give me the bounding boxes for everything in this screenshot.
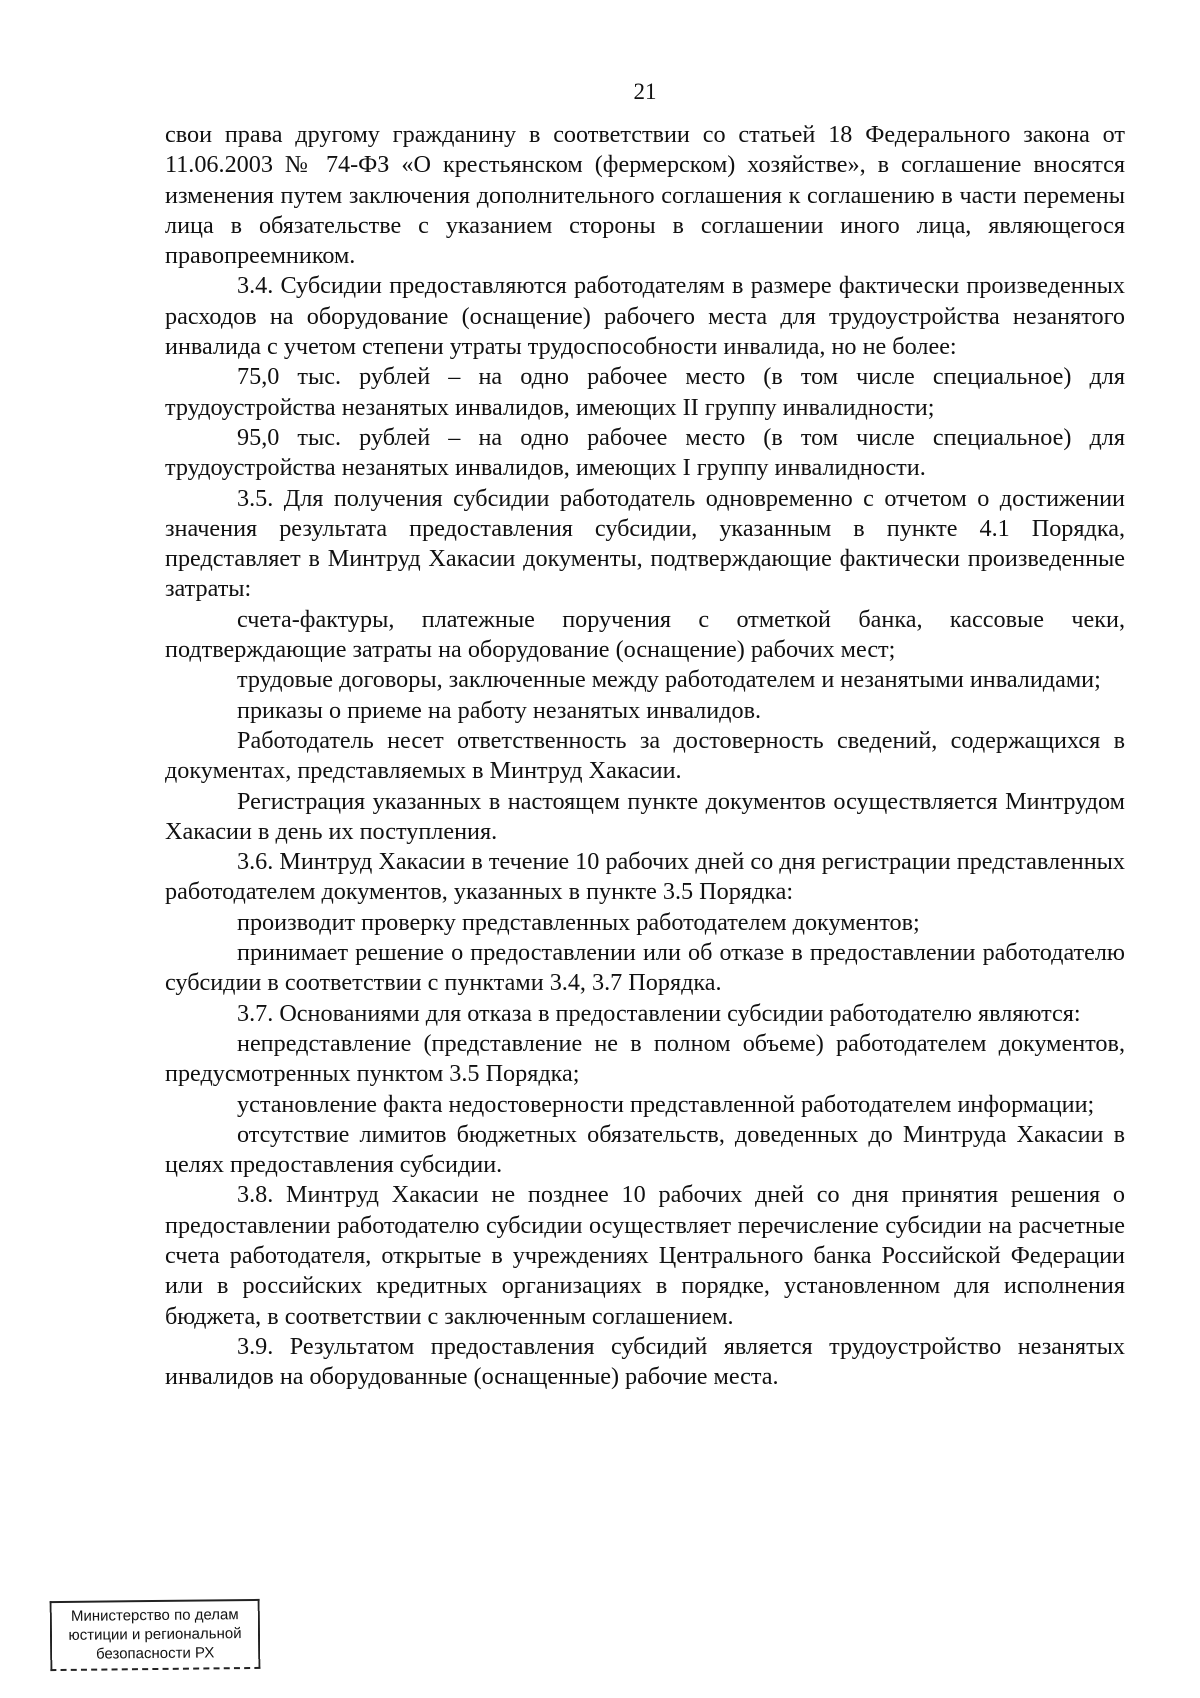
- paragraph-6: трудовые договоры, заключенные между работодателем и незанятыми инвалидами;: [237, 666, 1101, 694]
- paragraph-15: установление факта недостоверности представленной работодателем информации;: [237, 1090, 1095, 1118]
- paragraph-10: 3.6. Минтруд Хакасии в течение 10 рабочих дней со дня регистрации представленных работодателем документов, указанных в пункте 3.5 Порядка:: [165, 848, 1125, 906]
- paragraph-11: производит проверку представленных работодателем документов;: [237, 908, 920, 936]
- paragraph-14: непредставление (представление не в полном объеме) работодателем документов, предусмотренных пунктом 3.5 Порядка;: [165, 1029, 1125, 1088]
- paragraph-7: приказы о приеме на работу незанятых инвалидов.: [237, 696, 762, 724]
- paragraph-18: 3.9. Результатом предоставления субсидий является трудоустройство незанятых инвалидов на оборудованные (оснащенные) рабочие места.: [165, 1332, 1125, 1391]
- paragraph-1: 3.4. Субсидии предоставляются работодателям в размере фактически произведенных расходов на оборудование (оснащение) рабочего места для трудоустройства незанятого инвалида с учетом степени утраты трудоспособности инвалида, но не более:: [165, 272, 1125, 361]
- paragraph-17: 3.8. Минтруд Хакасии не позднее 10 рабочих дней со дня принятия решения о предоставлении работодателю субсидии осуществляет перечисление субсидии на расчетные счета работодателя, открытые в учреждениях Центрального банка Российской Федерации или в российских кредитных организациях в порядке, установленном для исполнения бюджета, в соответствии с заключенным соглашением.: [165, 1181, 1125, 1330]
- stamp-line: юстиции и региональной: [68, 1625, 242, 1644]
- stamp-line: Министерство по делам: [70, 1606, 239, 1625]
- paragraph-0: свои права другому гражданину в соответствии со статьей 18 Федерального закона от 11.06.2003 № 74-ФЗ «О крестьянском (фермерском) хозяйстве», в соглашение вносятся изменения путем заключения дополнительного соглашения к соглашению в части перемены лица в обязательстве с указанием стороны в соглашении иного лица, являющегося правопреемником.: [165, 121, 1125, 270]
- paragraph-5: счета-фактуры, платежные поручения с отметкой банка, кассовые чеки, подтверждающие затраты на оборудование (оснащение) рабочих мест;: [165, 605, 1125, 664]
- page-number: 21: [633, 79, 657, 104]
- paragraph-16: отсутствие лимитов бюджетных обязательств, доведенных до Минтруда Хакасии в целях предоставления субсидии.: [165, 1120, 1125, 1179]
- document-body: [165, 120, 1125, 1392]
- paragraph-2: 75,0 тыс. рублей – на одно рабочее место (в том числе специальное) для трудоустройства незанятых инвалидов, имеющих II группу инвалидности;: [165, 363, 1125, 421]
- paragraph-13: 3.7. Основаниями для отказа в предоставлении субсидии работодателю являются:: [237, 999, 1081, 1027]
- paragraph-12: принимает решение о предоставлении или об отказе в предоставлении работодателю субсидии в соответствии с пунктами 3.4, 3.7 Порядка.: [165, 939, 1125, 997]
- paragraph-8: Работодатель несет ответственность за достоверность сведений, содержащихся в документах, представляемых в Минтруд Хакасии.: [165, 726, 1125, 785]
- ministry-stamp: [50, 1599, 261, 1671]
- paragraph-9: Регистрация указанных в настоящем пункте документов осуществляется Минтрудом Хакасии в день их поступления.: [165, 787, 1125, 845]
- paragraph-3: 95,0 тыс. рублей – на одно рабочее место (в том числе специальное) для трудоустройства незанятых инвалидов, имеющих I группу инвалидности.: [165, 423, 1125, 482]
- stamp-line: безопасности РХ: [95, 1644, 215, 1663]
- paragraph-4: 3.5. Для получения субсидии работодатель одновременно с отчетом о достижении значения результата предоставления субсидии, указанным в пункте 4.1 Порядка, представляет в Минтруд Хакасии документы, подтверждающие фактически произведенные затраты:: [165, 484, 1125, 603]
